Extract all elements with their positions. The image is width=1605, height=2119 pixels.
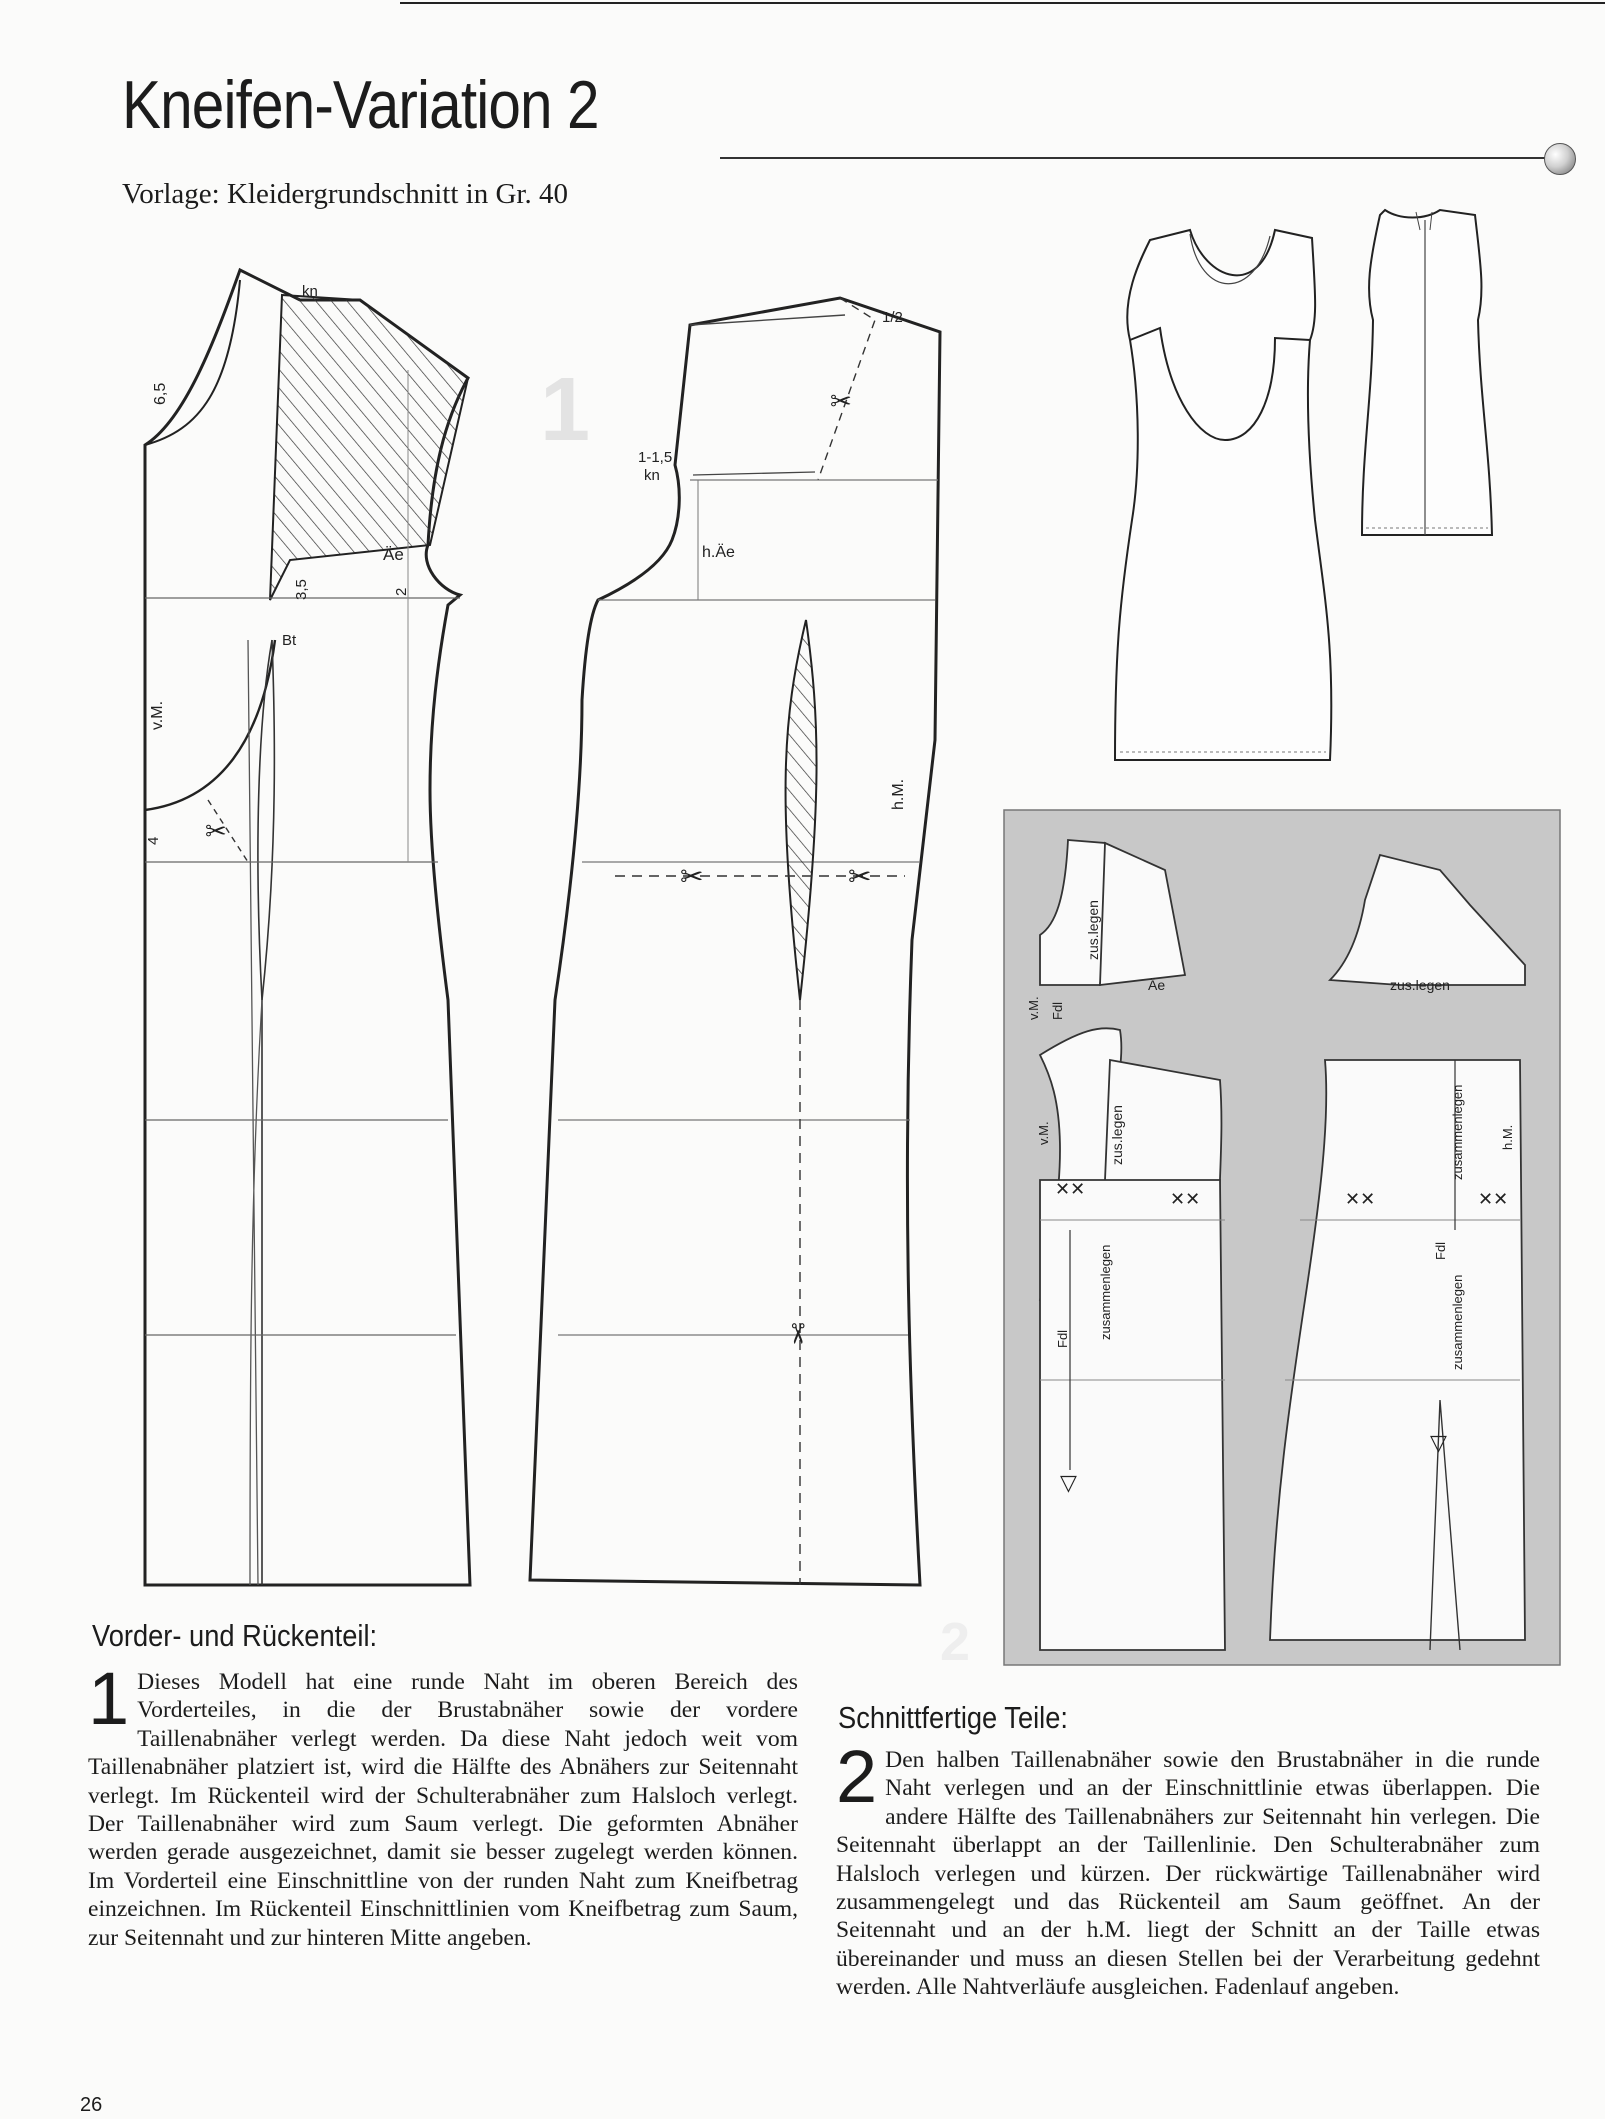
figure2-number: 2: [940, 1612, 971, 1672]
dress-sketch-front: [1115, 230, 1331, 760]
section1-heading: Vorder- und Rückenteil:: [92, 1618, 378, 1653]
fig2-label-zus-legen-2: zus.legen: [1390, 977, 1450, 993]
figure1-number: 1: [540, 360, 591, 460]
svg-text:✂: ✂: [680, 861, 704, 892]
dress-sketch-back: [1362, 210, 1492, 535]
label-shift: 1-1,5: [638, 449, 673, 466]
label-hm-back: h.M.: [890, 778, 907, 810]
label-kn-front: kn: [302, 283, 318, 300]
label-neck-depth: 6,5: [152, 382, 169, 405]
label-vm-front: v.M.: [149, 700, 166, 730]
label-bt: Bt: [282, 632, 297, 649]
section2-body: [836, 1735, 1540, 2002]
section2-dropcap: 2: [836, 1735, 878, 1818]
svg-text:✂: ✂: [848, 861, 872, 892]
fig2-label-zusammenlegen-3: zusammenlegen: [1450, 1274, 1465, 1370]
fig2-label-hm: h.M.: [1500, 1124, 1515, 1150]
section2-heading: Schnittfertige Teile:: [838, 1700, 1068, 1735]
svg-text:✕✕: ✕✕: [1170, 1189, 1201, 1209]
label-h-ae: h.Äe: [702, 544, 735, 561]
svg-text:✕✕: ✕✕: [1478, 1189, 1509, 1209]
fig2-label-zus-legen-3: zus.legen: [1109, 1105, 1125, 1165]
label-kn-back: kn: [644, 467, 660, 484]
figure2-panel: [940, 810, 1560, 1672]
svg-text:✕✕: ✕✕: [1055, 1179, 1086, 1199]
fig2-label-vm-2: v.M.: [1036, 1121, 1051, 1145]
fig2-label-zusammenlegen-1: zusammenlegen: [1098, 1244, 1113, 1340]
fig2-label-fdl-3: Fdl: [1433, 1241, 1448, 1260]
fig2-label-fdl-1: Fdl: [1050, 1001, 1065, 1020]
fig2-label-fdl-2: Fdl: [1055, 1329, 1070, 1348]
label-ae-front: Äe: [383, 545, 404, 564]
label-half: 1/2: [882, 309, 903, 326]
fig2-label-vm-1: v.M.: [1026, 996, 1041, 1020]
fig2-label-zusammenlegen-2: zusammenlegen: [1450, 1084, 1465, 1180]
svg-text:✂: ✂: [830, 386, 852, 416]
svg-text:✕✕: ✕✕: [1345, 1189, 1376, 1209]
fig2-label-zus-legen-1: zus.legen: [1085, 900, 1101, 960]
page-title: Kneifen-Variation 2: [122, 67, 599, 143]
section1-dropcap: 1: [88, 1657, 130, 1740]
svg-text:✂: ✂: [782, 1322, 813, 1346]
label-four: 4: [145, 836, 162, 845]
section2-text: Den halben Taillenabnäher sowie den Brustabnäher in die runde Naht verlegen und an der Einschnittlinie etwas überlappen. Die andere Hälfte des Taillenabnähers zur Seitennaht hin verlegen. Die Seitennaht überlappt an der Taillenlinie. Den Schulterabnäher zum Halsloch verlegen und kürzen. Der rückwärtige Taillenabnäher wird zusammengelegt und das Rückenteil am Saum geöffnet. An der Seitennaht und an der h.M. liegt der Schnitt an der Taille etwas übereinander und muss an diesen Stellen bei der Verarbeitung gedehnt werden. Alle Nahtverläufe ausgleichen. Fadenlauf angeben.: [836, 1747, 1540, 2001]
label-three-five: 3,5: [293, 579, 310, 600]
figure1-front-piece: [145, 270, 590, 1585]
page-number: 26: [80, 2094, 103, 2116]
page-subtitle: Vorlage: Kleidergrundschnitt in Gr. 40: [122, 178, 568, 210]
svg-text:▽: ▽: [1060, 1470, 1077, 1495]
label-two: 2: [393, 587, 410, 596]
section1-body: [88, 1657, 798, 1952]
fig2-label-ae: Äe: [1148, 977, 1166, 993]
svg-text:▽: ▽: [1430, 1430, 1447, 1455]
section1-text: Dieses Modell hat eine runde Naht im oberen Bereich des Vorderteiles, in die der Brustabnäher sowie der vordere Taillenabnäher verlegt werden. Da diese Naht jedoch weit vom Taillenabnäher platziert ist, wird die Hälfte des Abnähers zur Seitennaht verlegt. Im Rückenteil wird der Schulterabnäher zum Halsloch verlegt. Der Taillenabnäher wird zum Saum verlegt. Die geformten Abnäher werden gerade ausgezeichnet, damit sie besser zugelegt werden können. Im Vorderteil eine Einschnittline von der runden Naht zum Kneifbetrag einzeichnen. Im Rückenteil Einschnittlinien vom Kneifbetrag zum Saum, zur Seitennaht und zur hinteren Mitte angeben.: [88, 1669, 798, 1951]
svg-text:✂: ✂: [205, 816, 227, 846]
figure1-back-piece: [530, 298, 940, 1585]
